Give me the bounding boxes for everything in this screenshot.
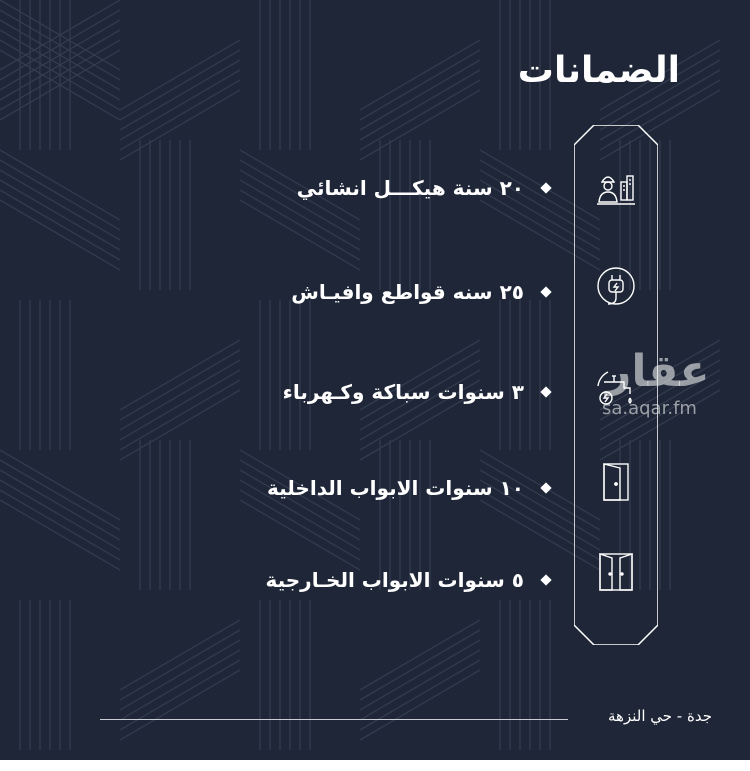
- warranty-item-plumbing: [283, 380, 550, 404]
- warranty-label: ٢٠ سنة هيكـــل انشائي: [296, 176, 524, 200]
- bullet-icon: [540, 482, 551, 493]
- construction-worker-icon: [594, 168, 638, 212]
- warranty-label: ٣ سنوات سباكة وكـهرباء: [282, 380, 524, 404]
- warranty-label: ٥ سنوات الابواب الخـارجية: [265, 568, 524, 592]
- bullet-icon: [540, 574, 551, 585]
- interior-door-icon: [594, 460, 638, 504]
- footer-divider: [100, 719, 568, 720]
- bullet-icon: [540, 286, 551, 297]
- page-title: الضمانات: [517, 50, 680, 91]
- warranty-item-breakers: [291, 280, 550, 304]
- warranty-label: ١٠ سنوات الابواب الداخلية: [266, 476, 524, 500]
- exterior-double-door-icon: [594, 550, 638, 594]
- aqar-watermark: [602, 346, 742, 426]
- bullet-icon: [540, 182, 551, 193]
- watermark-logo: عقار: [606, 346, 710, 397]
- electric-plug-icon: [594, 264, 638, 308]
- location-label: جدة - حي النزهة: [608, 707, 712, 725]
- warranty-item-structure: [297, 176, 550, 200]
- warranty-item-interior-doors: [267, 476, 550, 500]
- watermark-url: sa.aqar.fm: [602, 398, 697, 419]
- warranty-label: ٢٥ سنه قواطع وافيـاش: [291, 280, 524, 304]
- warranty-item-exterior-doors: [265, 568, 550, 592]
- bullet-icon: [540, 386, 551, 397]
